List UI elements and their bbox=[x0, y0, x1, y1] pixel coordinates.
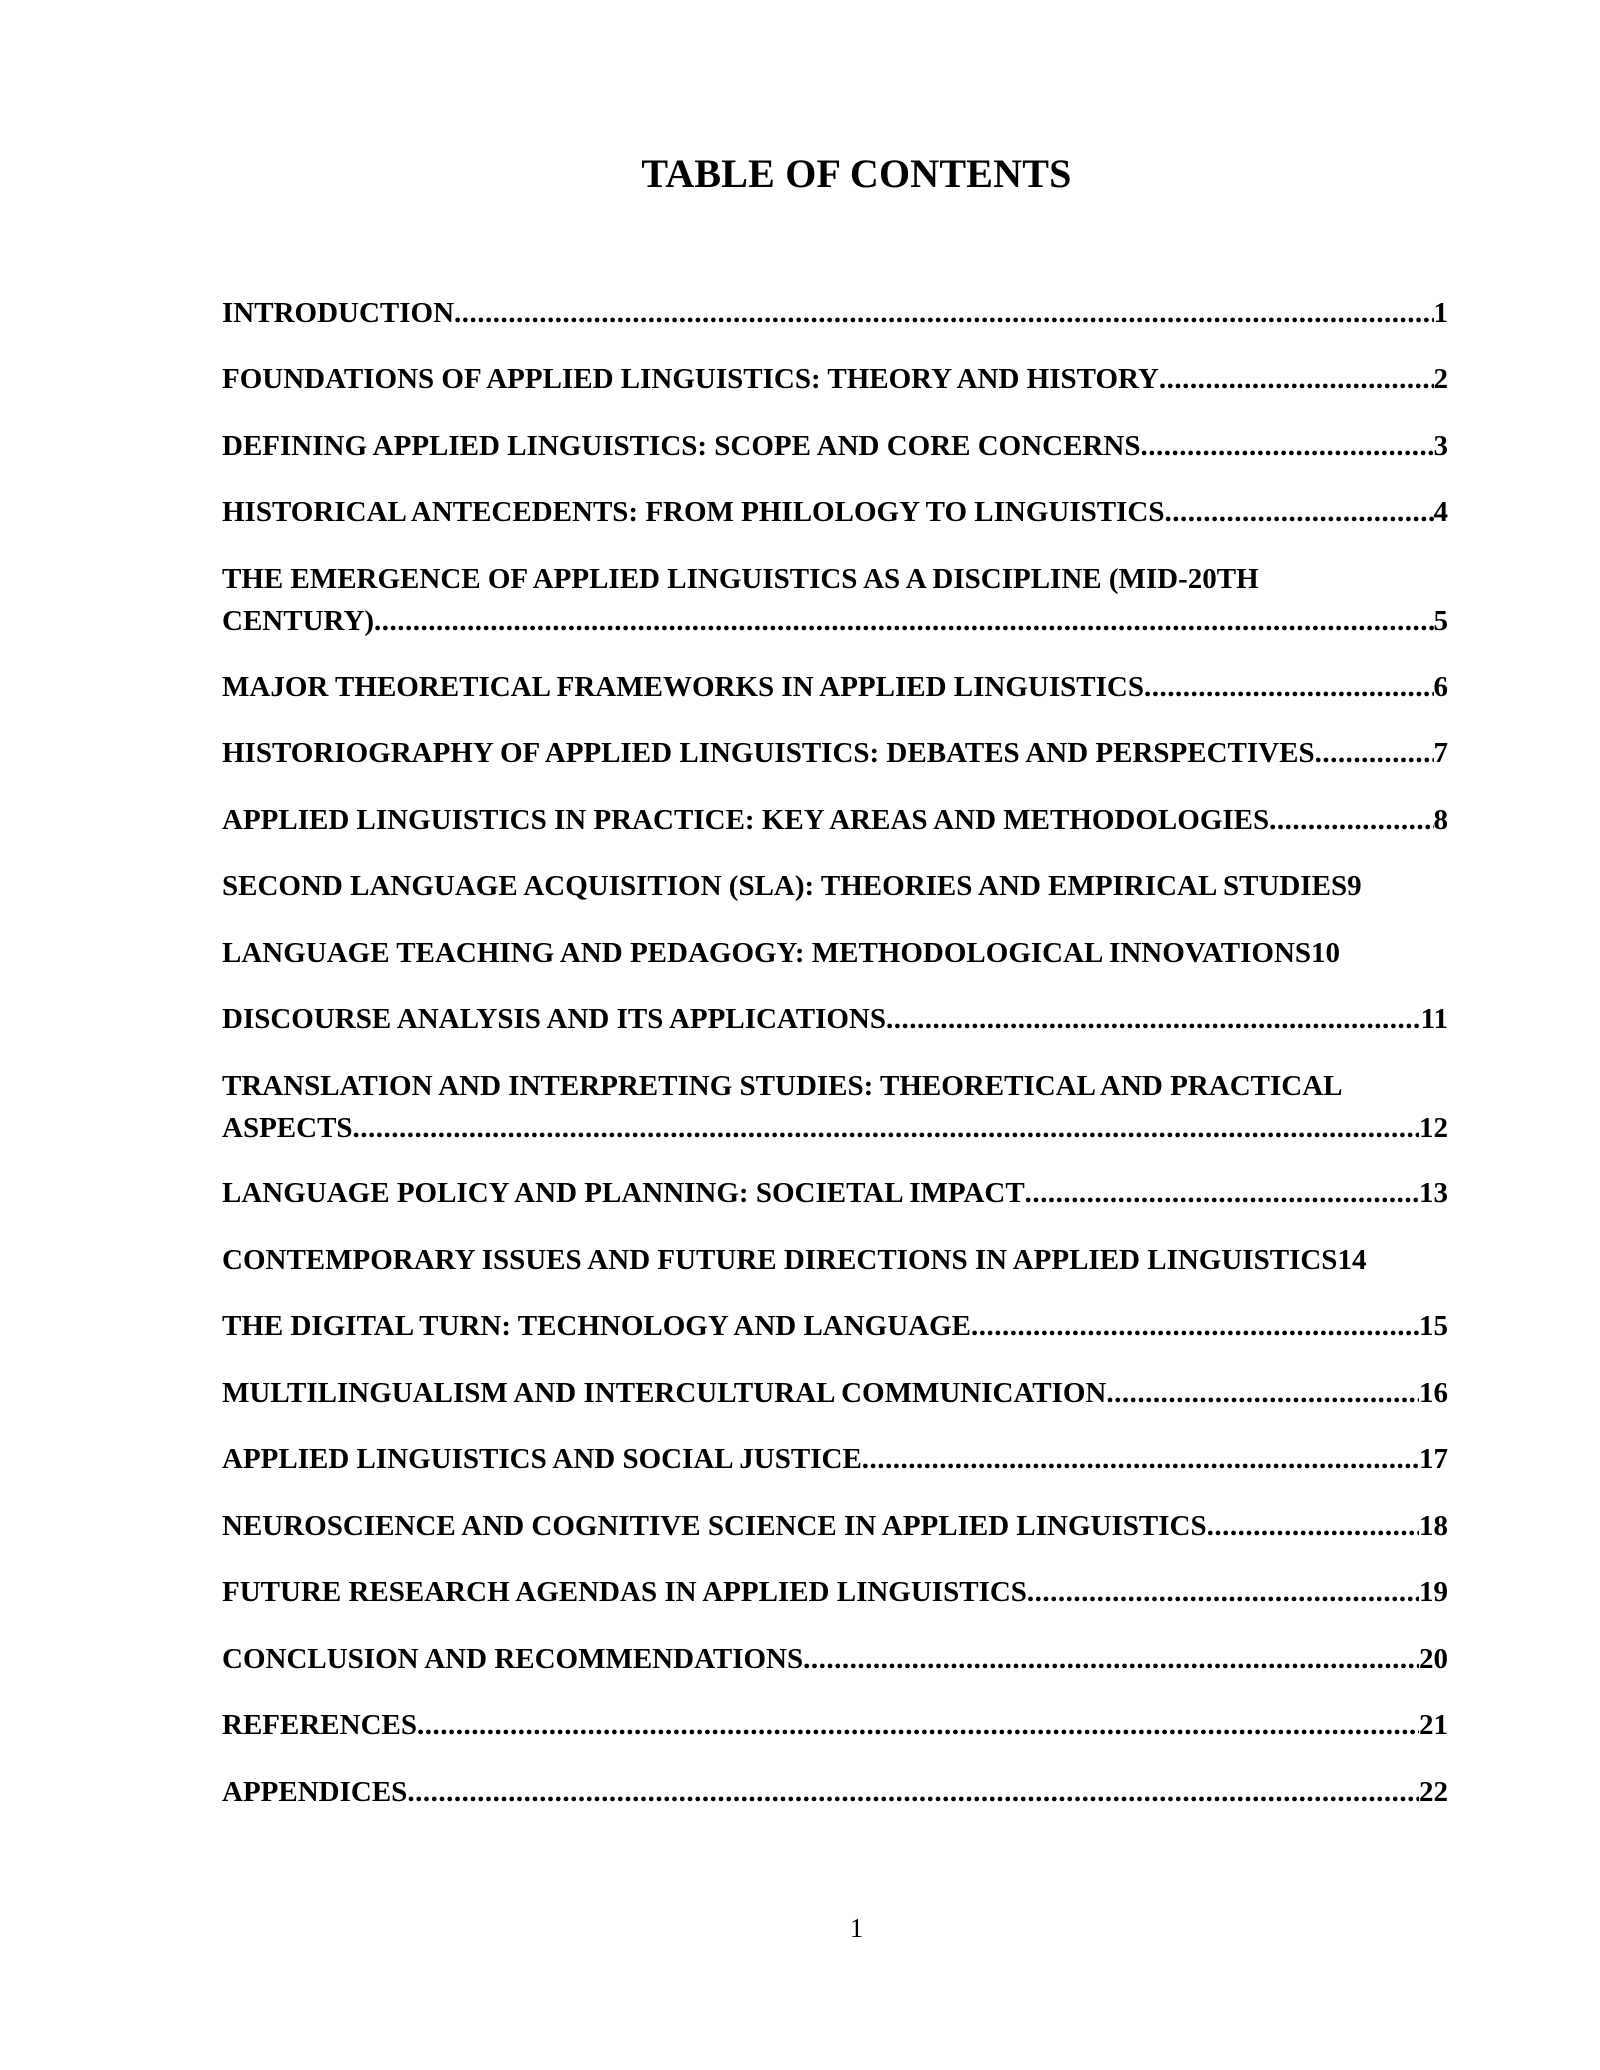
toc-entry-discourse-analysis[interactable] bbox=[222, 998, 1448, 1040]
toc-entry-label: APPENDICES bbox=[222, 1776, 408, 1808]
toc-entry-historiography[interactable] bbox=[222, 732, 1448, 774]
toc-entry-conclusion[interactable] bbox=[222, 1638, 1448, 1680]
dot-leader bbox=[1207, 1505, 1419, 1547]
toc-entry-page: 13 bbox=[1419, 1177, 1448, 1209]
dot-leader bbox=[353, 1107, 1419, 1149]
toc-entry-references[interactable] bbox=[222, 1704, 1448, 1746]
toc-entry-appendices[interactable] bbox=[222, 1771, 1448, 1813]
toc-entry-label: LANGUAGE TEACHING AND PEDAGOGY: METHODOLOGICAL INNOVATIONS bbox=[222, 937, 1312, 969]
toc-entry-label: REFERENCES bbox=[222, 1709, 417, 1741]
toc-entry-social-justice[interactable] bbox=[222, 1438, 1448, 1480]
dot-leader bbox=[862, 1438, 1419, 1480]
toc-entry-sla[interactable] bbox=[222, 865, 1448, 907]
toc-entry-label: DEFINING APPLIED LINGUISTICS: SCOPE AND CORE CONCERNS bbox=[222, 430, 1141, 462]
toc-entry-page: 14 bbox=[1337, 1244, 1367, 1276]
toc-entry-label: THE DIGITAL TURN: TECHNOLOGY AND LANGUAGE bbox=[222, 1310, 972, 1342]
toc-entry-major-frameworks[interactable] bbox=[222, 666, 1448, 708]
toc-entry-introduction[interactable] bbox=[222, 292, 1448, 334]
page-title: TABLE OF CONTENTS bbox=[641, 151, 1072, 196]
toc-entry-neuroscience[interactable] bbox=[222, 1505, 1448, 1547]
toc-entry-page: 20 bbox=[1419, 1643, 1448, 1675]
dot-leader bbox=[1027, 1571, 1419, 1613]
toc-entry-historical-antecedents[interactable] bbox=[222, 491, 1448, 533]
dot-leader bbox=[1140, 425, 1433, 467]
dot-leader bbox=[1159, 358, 1434, 400]
toc-entry-label: MULTILINGUALISM AND INTERCULTURAL COMMUNICATION bbox=[222, 1377, 1107, 1409]
toc-entry-page: 3 bbox=[1433, 430, 1448, 462]
dot-leader bbox=[454, 292, 1433, 334]
toc-entry-page: 15 bbox=[1419, 1310, 1448, 1342]
toc-entry-label-line1: THE EMERGENCE OF APPLIED LINGUISTICS AS A DISCIPLINE (MID-20TH bbox=[222, 563, 1259, 595]
toc-entry-page: 1 bbox=[1433, 297, 1448, 329]
toc-entry-label: FOUNDATIONS OF APPLIED LINGUISTICS: THEORY AND HISTORY bbox=[222, 363, 1159, 395]
toc-entry-digital-turn[interactable] bbox=[222, 1305, 1448, 1347]
toc-entry-page: 4 bbox=[1433, 496, 1448, 528]
toc-entry-page: 2 bbox=[1433, 363, 1448, 395]
toc-entry-page: 6 bbox=[1433, 671, 1448, 703]
toc-entry-defining[interactable] bbox=[222, 425, 1448, 467]
toc-entry-future-research[interactable] bbox=[222, 1571, 1448, 1613]
toc-entry-label: INTRODUCTION bbox=[222, 297, 455, 329]
dot-leader bbox=[803, 1638, 1419, 1680]
toc-entry-page: 16 bbox=[1419, 1377, 1448, 1409]
dot-leader bbox=[1164, 491, 1433, 533]
dot-leader bbox=[417, 1704, 1419, 1746]
toc-entry-contemporary-issues[interactable] bbox=[222, 1239, 1448, 1281]
toc-entry-language-teaching[interactable] bbox=[222, 932, 1448, 974]
toc-entry-label: APPLIED LINGUISTICS AND SOCIAL JUSTICE bbox=[222, 1443, 862, 1475]
toc-entry-page: 17 bbox=[1419, 1443, 1448, 1475]
dot-leader bbox=[1106, 1372, 1419, 1414]
dot-leader bbox=[971, 1305, 1419, 1347]
toc-entry-label: APPLIED LINGUISTICS IN PRACTICE: KEY AREAS AND METHODOLOGIES bbox=[222, 804, 1270, 836]
toc-entry-language-policy[interactable] bbox=[222, 1172, 1448, 1214]
toc-entry-label: MAJOR THEORETICAL FRAMEWORKS IN APPLIED LINGUISTICS bbox=[222, 671, 1144, 703]
toc-entry-page: 10 bbox=[1311, 937, 1341, 969]
toc-entry-label: CONCLUSION AND RECOMMENDATIONS bbox=[222, 1643, 804, 1675]
dot-leader bbox=[374, 600, 1433, 642]
toc-entry-label: CONTEMPORARY ISSUES AND FUTURE DIRECTIONS IN APPLIED LINGUISTICS bbox=[222, 1244, 1338, 1276]
toc-entry-page: 21 bbox=[1419, 1709, 1448, 1741]
dot-leader bbox=[1269, 799, 1433, 841]
toc-entry-label-line1: TRANSLATION AND INTERPRETING STUDIES: THEORETICAL AND PRACTICAL bbox=[222, 1070, 1343, 1102]
toc-entry-emergence[interactable] bbox=[222, 558, 1448, 642]
page-number: 1 bbox=[849, 1913, 864, 1943]
toc-entry-label: NEUROSCIENCE AND COGNITIVE SCIENCE IN APPLIED LINGUISTICS bbox=[222, 1510, 1207, 1542]
toc-entry-multilingualism[interactable] bbox=[222, 1372, 1448, 1414]
toc-entry-page: 22 bbox=[1419, 1776, 1448, 1808]
toc-entry-label: DISCOURSE ANALYSIS AND ITS APPLICATIONS bbox=[222, 1003, 886, 1035]
dot-leader bbox=[407, 1771, 1419, 1813]
toc-entry-page: 18 bbox=[1419, 1510, 1448, 1542]
toc-entry-page: 8 bbox=[1433, 804, 1448, 836]
toc-entry-foundations[interactable] bbox=[222, 358, 1448, 400]
toc-entry-label: LANGUAGE POLICY AND PLANNING: SOCIETAL IMPACT bbox=[222, 1177, 1025, 1209]
toc-entry-in-practice[interactable] bbox=[222, 799, 1448, 841]
dot-leader bbox=[1025, 1172, 1419, 1214]
toc-entry-page: 19 bbox=[1419, 1576, 1448, 1608]
toc-entry-page: 5 bbox=[1433, 605, 1448, 637]
dot-leader bbox=[886, 998, 1421, 1040]
toc-entry-translation[interactable] bbox=[222, 1065, 1448, 1149]
toc-entry-label: ASPECTS bbox=[222, 1112, 353, 1144]
toc-entry-label: FUTURE RESEARCH AGENDAS IN APPLIED LINGUISTICS bbox=[222, 1576, 1027, 1608]
toc-entry-page: 7 bbox=[1433, 737, 1448, 769]
toc-entry-label: HISTORIOGRAPHY OF APPLIED LINGUISTICS: DEBATES AND PERSPECTIVES bbox=[222, 737, 1315, 769]
toc-entry-label: HISTORICAL ANTECEDENTS: FROM PHILOLOGY TO LINGUISTICS bbox=[222, 496, 1165, 528]
dot-leader bbox=[1144, 666, 1434, 708]
toc-entry-page: 9 bbox=[1347, 870, 1362, 902]
toc-entry-page: 12 bbox=[1419, 1112, 1448, 1144]
toc-entry-page: 11 bbox=[1420, 1003, 1448, 1035]
toc-entry-label: SECOND LANGUAGE ACQUISITION (SLA): THEORIES AND EMPIRICAL STUDIES bbox=[222, 870, 1348, 902]
toc-entry-label: CENTURY) bbox=[222, 605, 375, 637]
dot-leader bbox=[1315, 732, 1434, 774]
